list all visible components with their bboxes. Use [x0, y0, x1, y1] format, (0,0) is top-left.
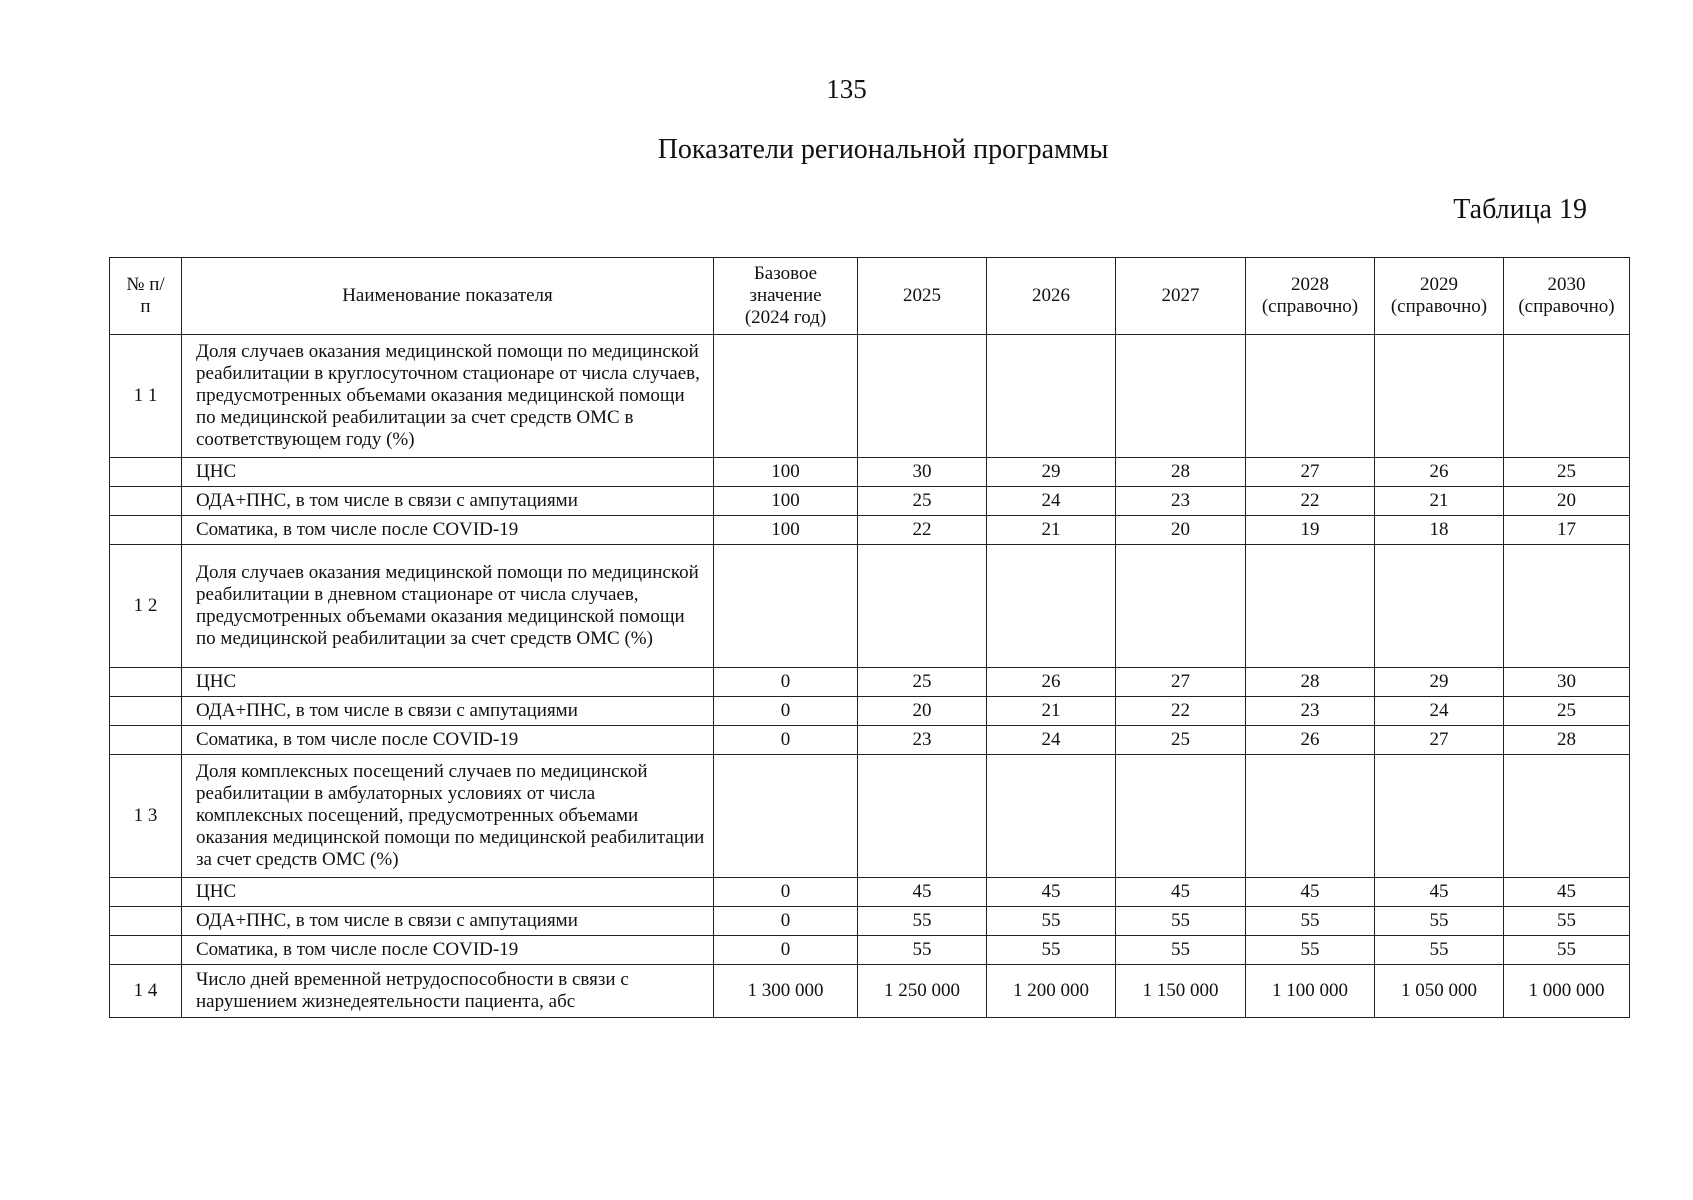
table-cell: 30 [858, 458, 987, 487]
table-cell [1375, 755, 1504, 878]
row-number: 1 1 [110, 335, 182, 458]
table-cell: 45 [1504, 878, 1630, 907]
table-row [110, 697, 1630, 726]
column-header-num: № п/п [110, 258, 182, 335]
column-header-2025: 2025 [858, 258, 987, 335]
row-number: 1 4 [110, 965, 182, 1018]
table-cell: 100 [714, 487, 858, 516]
table-cell: 26 [1375, 458, 1504, 487]
table-cell: 22 [1246, 487, 1375, 516]
table-cell: 23 [1246, 697, 1375, 726]
table-cell [714, 755, 858, 878]
table-cell: 1 050 000 [1375, 965, 1504, 1018]
table-cell: 21 [987, 697, 1116, 726]
column-header-base: Базовое значение (2024 год) [714, 258, 858, 335]
table-cell: 27 [1375, 726, 1504, 755]
table-cell [714, 545, 858, 668]
table-row [110, 936, 1630, 965]
indicator-name: Число дней временной нетрудоспособности в связи с нарушением жизнедеятельности пациента, абс [182, 965, 714, 1018]
table-cell [714, 335, 858, 458]
table-cell: 25 [1116, 726, 1246, 755]
table-cell: 0 [714, 668, 858, 697]
table-row [110, 487, 1630, 516]
table-cell [1246, 755, 1375, 878]
column-header-2028: 2028 (справочно) [1246, 258, 1375, 335]
table-cell: 55 [1246, 936, 1375, 965]
table-cell: 29 [1375, 668, 1504, 697]
row-number: 1 3 [110, 755, 182, 878]
table-cell [987, 755, 1116, 878]
row-number [110, 936, 182, 965]
table-cell: 45 [858, 878, 987, 907]
table-cell: 25 [1504, 697, 1630, 726]
table-row [110, 335, 1630, 458]
row-number: 1 2 [110, 545, 182, 668]
indicators-table [109, 257, 1630, 1018]
table-cell: 45 [987, 878, 1116, 907]
indicator-name: Доля случаев оказания медицинской помощи по медицинской реабилитации в дневном стационаре от числа случаев, предусмотренных объемами оказания медицинской помощи по медицинской реабилитации за счет средств ОМС (%) [182, 545, 714, 668]
table-cell: 0 [714, 726, 858, 755]
table-cell [1246, 335, 1375, 458]
table-cell: 24 [1375, 697, 1504, 726]
table-cell: 18 [1375, 516, 1504, 545]
table-cell: 100 [714, 458, 858, 487]
table-cell [1504, 755, 1630, 878]
table-cell: 29 [987, 458, 1116, 487]
table-cell: 27 [1246, 458, 1375, 487]
indicator-name: ЦНС [182, 458, 714, 487]
table-cell [1375, 335, 1504, 458]
indicator-name: ОДА+ПНС, в том числе в связи с ампутациями [182, 907, 714, 936]
table-cell: 55 [1375, 907, 1504, 936]
table-cell: 26 [987, 668, 1116, 697]
column-header-2030: 2030 (справочно) [1504, 258, 1630, 335]
table-cell: 55 [858, 936, 987, 965]
row-number [110, 726, 182, 755]
table-row [110, 545, 1630, 668]
table-cell: 23 [858, 726, 987, 755]
table-cell [1116, 545, 1246, 668]
table-cell: 55 [1116, 907, 1246, 936]
table-cell: 30 [1504, 668, 1630, 697]
row-number [110, 458, 182, 487]
table-caption: Таблица 19 [1453, 194, 1587, 225]
table-cell: 45 [1375, 878, 1504, 907]
table-row [110, 965, 1630, 1018]
table-row [110, 755, 1630, 878]
indicator-name: Соматика, в том числе после COVID-19 [182, 516, 714, 545]
table-cell [858, 335, 987, 458]
table-cell: 22 [1116, 697, 1246, 726]
table-cell: 20 [1504, 487, 1630, 516]
table-cell: 1 200 000 [987, 965, 1116, 1018]
table-cell: 55 [1375, 936, 1504, 965]
table-cell: 20 [1116, 516, 1246, 545]
table-cell: 28 [1116, 458, 1246, 487]
table-cell: 1 100 000 [1246, 965, 1375, 1018]
table-cell [1246, 545, 1375, 668]
table-cell: 45 [1116, 878, 1246, 907]
indicator-name: Соматика, в том числе после COVID-19 [182, 726, 714, 755]
page-number: 135 [826, 74, 867, 104]
column-header-2026: 2026 [987, 258, 1116, 335]
table-cell: 0 [714, 878, 858, 907]
table-cell: 55 [1504, 907, 1630, 936]
column-header-2029: 2029 (справочно) [1375, 258, 1504, 335]
table-cell: 55 [987, 907, 1116, 936]
table-cell: 22 [858, 516, 987, 545]
table-cell: 19 [1246, 516, 1375, 545]
table-cell [1116, 755, 1246, 878]
table-cell: 21 [987, 516, 1116, 545]
table-cell: 55 [1504, 936, 1630, 965]
indicator-name: Доля случаев оказания медицинской помощи по медицинской реабилитации в круглосуточном стационаре от числа случаев, предусмотренных объемами оказания медицинской помощи по медицинской реабилитации за счет средств ОМС в соответствующем году (%) [182, 335, 714, 458]
table-cell [858, 755, 987, 878]
row-number [110, 878, 182, 907]
table-cell: 0 [714, 907, 858, 936]
table-cell: 0 [714, 697, 858, 726]
table-row [110, 726, 1630, 755]
table-cell: 55 [987, 936, 1116, 965]
table-cell: 26 [1246, 726, 1375, 755]
table-cell: 1 150 000 [1116, 965, 1246, 1018]
table-cell [858, 545, 987, 668]
table-cell [987, 335, 1116, 458]
indicator-name: Соматика, в том числе после COVID-19 [182, 936, 714, 965]
row-number [110, 697, 182, 726]
table-cell: 28 [1504, 726, 1630, 755]
table-cell: 55 [858, 907, 987, 936]
table-cell: 55 [1246, 907, 1375, 936]
indicator-name: Доля комплексных посещений случаев по медицинской реабилитации в амбулаторных условиях от числа комплексных посещений, предусмотренных объемами оказания медицинской помощи по медицинской реабилитации за счет средств ОМС (%) [182, 755, 714, 878]
table-cell: 17 [1504, 516, 1630, 545]
table-cell: 23 [1116, 487, 1246, 516]
table-cell: 45 [1246, 878, 1375, 907]
table-cell: 25 [858, 487, 987, 516]
row-number [110, 907, 182, 936]
table-row [110, 516, 1630, 545]
indicator-name: ЦНС [182, 878, 714, 907]
table-row [110, 668, 1630, 697]
table-cell [1504, 545, 1630, 668]
row-number [110, 668, 182, 697]
table-row [110, 907, 1630, 936]
table-cell [1116, 335, 1246, 458]
table-cell: 27 [1116, 668, 1246, 697]
document-title: Показатели региональной программы [657, 134, 1109, 165]
table-cell: 1 300 000 [714, 965, 858, 1018]
column-header-name: Наименование показателя [182, 258, 714, 335]
table-cell: 25 [1504, 458, 1630, 487]
row-number [110, 487, 182, 516]
table-cell [1504, 335, 1630, 458]
indicator-name: ОДА+ПНС, в том числе в связи с ампутациями [182, 487, 714, 516]
table-cell: 28 [1246, 668, 1375, 697]
table-header-row [110, 258, 1630, 335]
table-cell: 100 [714, 516, 858, 545]
table-row [110, 458, 1630, 487]
table-row [110, 878, 1630, 907]
table-cell: 24 [987, 726, 1116, 755]
table-cell: 20 [858, 697, 987, 726]
table-cell: 55 [1116, 936, 1246, 965]
table-cell [1375, 545, 1504, 668]
table-cell: 1 000 000 [1504, 965, 1630, 1018]
table-cell: 0 [714, 936, 858, 965]
table-cell: 1 250 000 [858, 965, 987, 1018]
table-cell: 25 [858, 668, 987, 697]
row-number [110, 516, 182, 545]
indicator-name: ОДА+ПНС, в том числе в связи с ампутациями [182, 697, 714, 726]
table-cell [987, 545, 1116, 668]
table-cell: 21 [1375, 487, 1504, 516]
indicator-name: ЦНС [182, 668, 714, 697]
table-cell: 24 [987, 487, 1116, 516]
column-header-2027: 2027 [1116, 258, 1246, 335]
